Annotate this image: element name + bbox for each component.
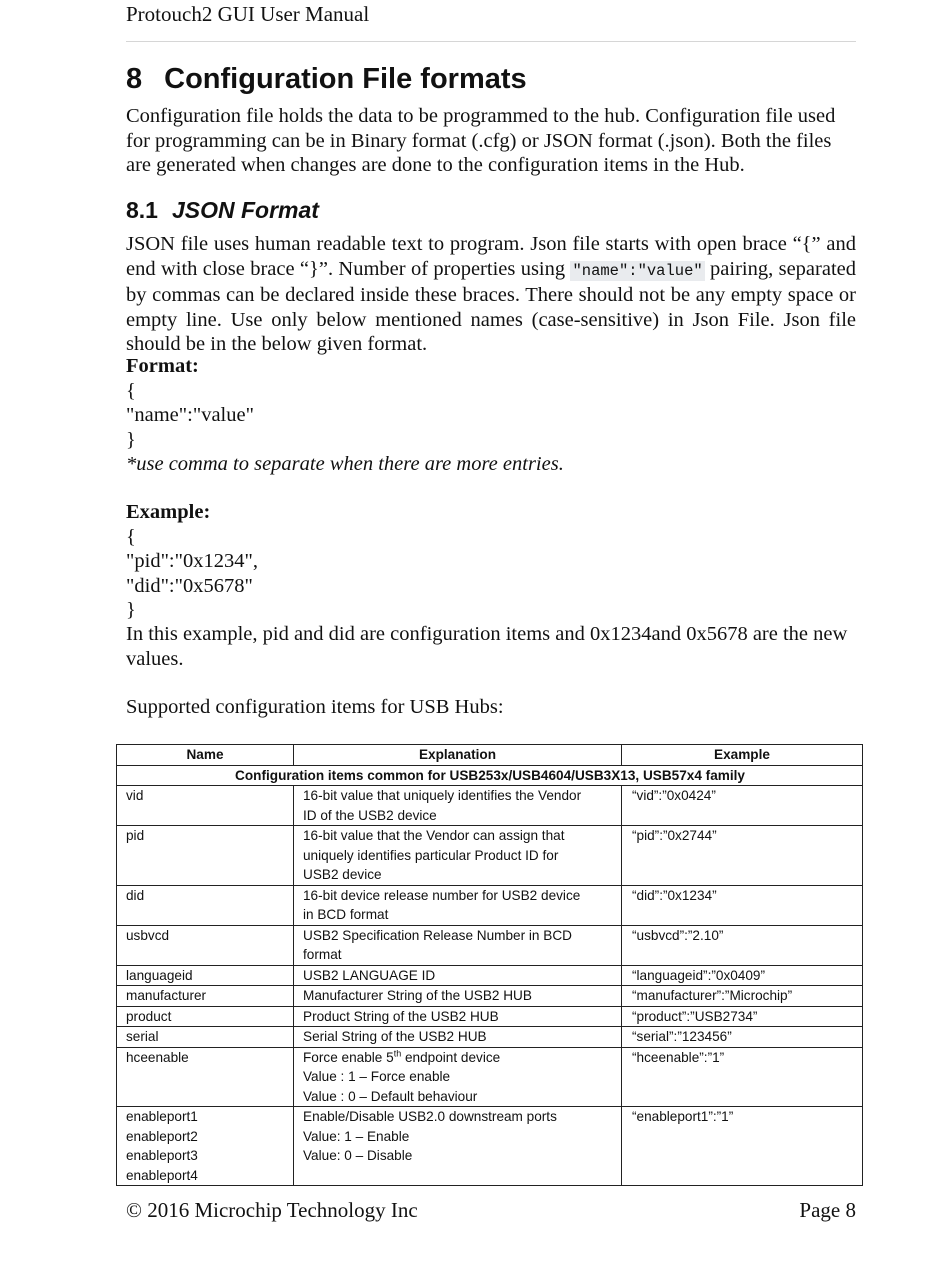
item-explanation <box>294 1107 622 1186</box>
explanation-line: USB2 device <box>303 867 382 882</box>
format-label: Format: <box>126 355 199 377</box>
group-title: Configuration items common for USB253x/USB4604/USB3X13, USB57x4 family <box>117 765 863 786</box>
item-explanation <box>294 885 622 925</box>
item-example: “languageid”:”0x0409” <box>622 965 863 986</box>
column-header-explanation: Explanation <box>294 745 622 766</box>
superscript: th <box>393 1047 402 1058</box>
item-example: “serial”:”123456” <box>622 1027 863 1048</box>
item-name-line: enableport3 <box>126 1148 198 1163</box>
item-example: “manufacturer”:”Microchip” <box>622 986 863 1007</box>
explanation-line: ID of the USB2 device <box>303 807 437 823</box>
section-number: 8 <box>126 63 143 95</box>
item-name: usbvcd <box>117 925 294 965</box>
item-explanation: Serial String of the USB2 HUB <box>294 1027 622 1048</box>
inline-code-name-value: "name":"value" <box>572 261 703 280</box>
item-name: languageid <box>117 965 294 986</box>
item-example: “usbvcd”:”2.10” <box>622 925 863 965</box>
format-line: "name":"value" <box>126 404 254 427</box>
section-title: Configuration File formats <box>164 63 527 95</box>
config-items-table <box>116 744 863 1186</box>
json-description-end: pairing, separated by commas can be declared inside these braces. There should not be any empty space or empty line. Use only below mentioned names (case-sensitive) in Json File. Json file should be in the below given format. <box>126 257 856 356</box>
explanation-line: Value: 0 – Disable <box>303 1148 413 1163</box>
example-line: { <box>126 525 136 548</box>
item-name: product <box>117 1006 294 1027</box>
item-name-line: enableport4 <box>126 1167 198 1183</box>
example-label: Example: <box>126 501 211 523</box>
subsection-title: JSON Format <box>171 197 319 223</box>
item-explanation: USB2 LANGUAGE ID <box>294 965 622 986</box>
item-explanation: Manufacturer String of the USB2 HUB <box>294 986 622 1007</box>
item-name: vid <box>117 786 294 826</box>
item-example: “product”:”USB2734” <box>622 1006 863 1027</box>
explanation-line: Enable/Disable USB2.0 downstream ports <box>303 1109 557 1124</box>
table-row <box>117 965 863 986</box>
subsection-number: 8.1 <box>126 197 158 223</box>
item-name: did <box>117 885 294 925</box>
table-row <box>117 1107 863 1186</box>
table-row <box>117 826 863 886</box>
item-explanation <box>294 1047 622 1107</box>
json-description <box>126 232 856 357</box>
supported-items-label: Supported configuration items for USB Hubs: <box>126 696 504 718</box>
explanation-line: uniquely identifies particular Product ID for <box>303 847 559 863</box>
example-description: In this example, pid and did are configuration items and 0x1234and 0x5678 are the new values. <box>126 623 848 670</box>
column-header-example: Example <box>622 745 863 766</box>
explanation-line: in BCD format <box>303 907 389 922</box>
explanation-line: 16-bit value that the Vendor can assign that <box>303 828 565 843</box>
example-line: } <box>126 599 136 622</box>
explanation-line: Value : 1 – Force enable <box>303 1069 451 1084</box>
explanation-line: Value : 0 – Default behaviour <box>303 1088 478 1104</box>
item-name: pid <box>117 826 294 886</box>
item-name: manufacturer <box>117 986 294 1007</box>
item-explanation: Product String of the USB2 HUB <box>294 1006 622 1027</box>
section-intro: Configuration file holds the data to be programmed to the hub. Configuration file used for programming can be in Binary format (.cfg) or JSON format (.json). Both the files are generated when changes are done to the configuration items in the Hub. <box>126 105 836 177</box>
item-example: “hceenable”:”1” <box>622 1047 863 1107</box>
header-divider <box>126 41 856 42</box>
example-line: "pid":"0x1234", <box>126 550 258 573</box>
json-description-start: JSON file uses human readable text to program. Json file starts with open brace “{” and end with close brace “}”. Number of properties using <box>126 233 856 280</box>
explanation-line: USB2 Specification Release Number in BCD <box>303 927 572 943</box>
column-header-name: Name <box>117 745 294 766</box>
table-group-row <box>117 765 863 786</box>
explanation-text: endpoint device <box>401 1049 501 1065</box>
item-explanation <box>294 826 622 886</box>
item-name <box>117 1107 294 1186</box>
explanation-line: format <box>303 947 342 962</box>
explanation-line: Value: 1 – Enable <box>303 1128 410 1144</box>
explanation-line <box>303 1048 613 1068</box>
table-row <box>117 786 863 826</box>
example-line: "did":"0x5678" <box>126 574 253 597</box>
running-header: Protouch2 GUI User Manual <box>126 2 370 26</box>
item-example: “vid”:”0x0424” <box>622 786 863 826</box>
table-header-row <box>117 745 863 766</box>
item-name: hceenable <box>117 1047 294 1107</box>
footer-copyright: © 2016 Microchip Technology Inc <box>126 1198 418 1222</box>
explanation-text: Force enable 5 <box>303 1049 394 1065</box>
item-explanation <box>294 786 622 826</box>
format-line: } <box>126 428 136 451</box>
table-row <box>117 1027 863 1048</box>
explanation-line: 16-bit device release number for USB2 device <box>303 887 581 903</box>
format-line: { <box>126 379 136 402</box>
item-name-line: enableport2 <box>126 1128 198 1144</box>
table-row <box>117 986 863 1007</box>
table-row <box>117 1047 863 1107</box>
item-name: serial <box>117 1027 294 1048</box>
explanation-line: 16-bit value that uniquely identifies the Vendor <box>303 788 582 803</box>
format-note: *use comma to separate when there are more entries. <box>126 453 564 476</box>
subsection-heading <box>126 197 319 224</box>
item-example: “did”:”0x1234” <box>622 885 863 925</box>
item-example: “enableport1”:”1” <box>622 1107 863 1186</box>
table-row <box>117 885 863 925</box>
table-row <box>117 1006 863 1027</box>
section-heading <box>126 63 527 96</box>
table-row <box>117 925 863 965</box>
item-example: “pid”:”0x2744” <box>622 826 863 886</box>
item-explanation <box>294 925 622 965</box>
example-block <box>126 500 856 623</box>
format-block <box>126 354 856 477</box>
item-name-line: enableport1 <box>126 1109 198 1124</box>
footer-page-number: Page 8 <box>799 1198 856 1222</box>
